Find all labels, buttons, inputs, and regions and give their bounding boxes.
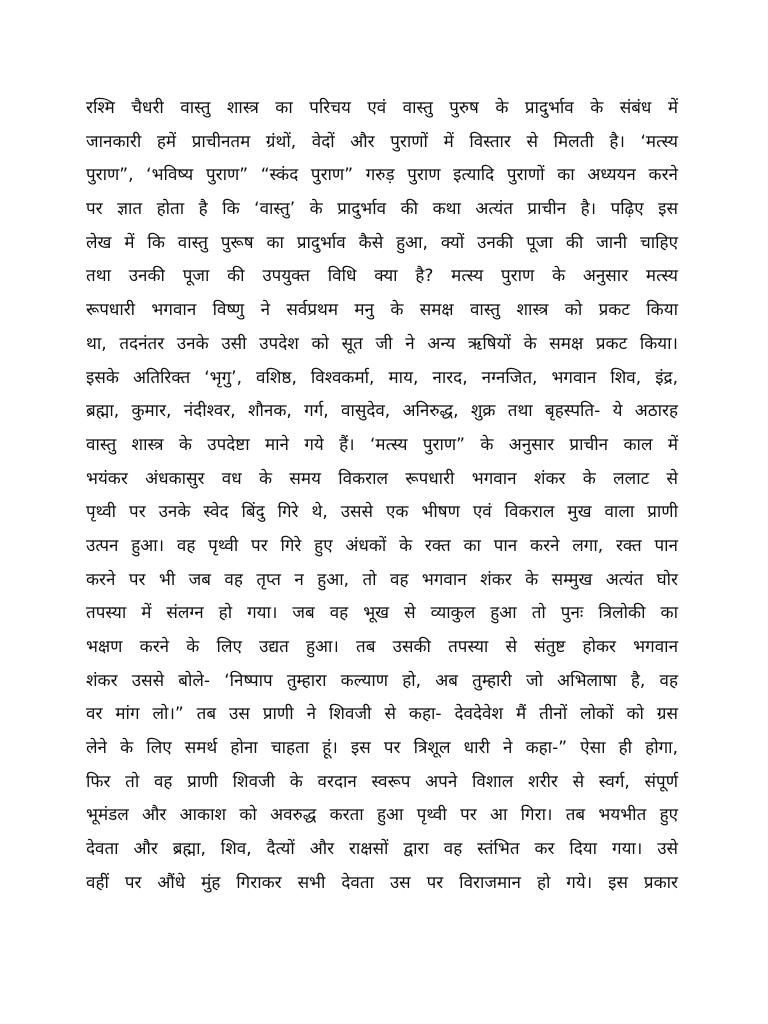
text-line: उत्पन हुआ। वह पृथ्वी पर गिरे हुए अंधकों के रक्त का पान करने लगा, रक्त पान bbox=[86, 535, 678, 556]
text-line: लेने के लिए समर्थ होना चाहता हूं। इस पर त्रिशूल धारी ने कहा-” ऐसा ही होगा, bbox=[86, 738, 678, 759]
text-line: पर ज्ञात होता है कि ‘वास्तु’ के प्रादुर्भाव की कथा अत्यंत प्राचीन है। पढ़िए इस bbox=[86, 199, 678, 220]
text-line: शंकर उससे बोले- ‘निष्पाप तुम्हारा कल्याण हो, अब तुम्हारी जो अभिलाषा है, वह bbox=[86, 670, 678, 691]
text-line: करने पर भी जब वह तृप्त न हुआ, तो वह भगवान शंकर के सम्मुख अत्यंत घोर bbox=[86, 569, 678, 590]
text-line: तथा उनकी पूजा की उपयुक्त विधि क्या है? मत्स्य पुराण के अनुसार मत्स्य bbox=[86, 266, 678, 287]
text-line: लेख में कि वास्तु पुरूष का प्रादुर्भाव कैसे हुआ, क्यों उनकी पूजा की जानी चाहिए bbox=[86, 232, 678, 253]
text-line: भूमंडल और आकाश को अवरुद्ध करता हुआ पृथ्वी पर आ गिरा। तब भयभीत हुए bbox=[86, 805, 678, 826]
text-line: वर मांग लो।” तब उस प्राणी ने शिवजी से कहा- देवदेवेश मैं तीनों लोकों को ग्रस bbox=[86, 704, 678, 725]
text-line: फिर तो वह प्राणी शिवजी के वरदान स्वरूप अपने विशाल शरीर से स्वर्ग, संपूर्ण bbox=[86, 771, 678, 792]
text-line: इसके अतिरिक्त ‘भृगु’, वशिष्ठ, विश्वकर्मा, माय, नारद, नग्नजित, भगवान शिव, इंद्र, bbox=[86, 367, 678, 388]
body-text bbox=[86, 92, 678, 901]
text-line: जानकारी हमें प्राचीनतम ग्रंथों, वेदों और पुराणों में विस्तार से मिलती है। ‘मत्स्य bbox=[86, 131, 678, 152]
text-line: था, तदनंतर उनके उसी उपदेश को सूत जी ने अन्य ऋषियों के समक्ष प्रकट किया। bbox=[86, 333, 678, 354]
text-line: ब्रह्मा, कुमार, नंदीश्वर, शौनक, गर्ग, वासुदेव, अनिरुद्ध, शुक्र तथा बृहस्पति- ये अठारह bbox=[86, 401, 678, 422]
text-line: देवता और ब्रह्मा, शिव, दैत्यों और राक्षसों द्वारा वह स्तंभित कर दिया गया। उसे bbox=[86, 839, 678, 860]
text-line: भक्षण करने के लिए उद्यत हुआ। तब उसकी तपस्या से संतुष्ट होकर भगवान bbox=[86, 637, 678, 657]
text-line: तपस्या में संलग्न हो गया। जब वह भूख से व्याकुल हुआ तो पुनः त्रिलोकी का bbox=[86, 603, 678, 624]
text-line: वास्तु शास्त्र के उपदेष्टा माने गये हैं। ‘मत्स्य पुराण” के अनुसार प्राचीन काल में bbox=[86, 434, 678, 455]
text-line: रूपधारी भगवान विष्णु ने सर्वप्रथम मनु के समक्ष वास्तु शास्त्र को प्रकट किया bbox=[86, 300, 678, 321]
text-line: वहीं पर औंधे मुंह गिराकर सभी देवता उस पर विराजमान हो गये। इस प्रकार bbox=[86, 872, 678, 893]
text-line: भयंकर अंधकासुर वध के समय विकराल रूपधारी भगवान शंकर के ललाट से bbox=[86, 468, 678, 489]
text-line: रश्मि चैधरी वास्तु शास्त्र का परिचय एवं वास्तु पुरुष के प्रादुर्भाव के संबंध में bbox=[86, 98, 678, 118]
text-line: पुराण”, ‘भविष्य पुराण” “स्कंद पुराण” गरुड़ पुराण इत्यादि पुराणों का अध्ययन करने bbox=[86, 165, 678, 186]
text-line: पृथ्वी पर उनके स्वेद बिंदु गिरे थे, उससे एक भीषण एवं विकराल मुख वाला प्राणी bbox=[86, 502, 678, 523]
